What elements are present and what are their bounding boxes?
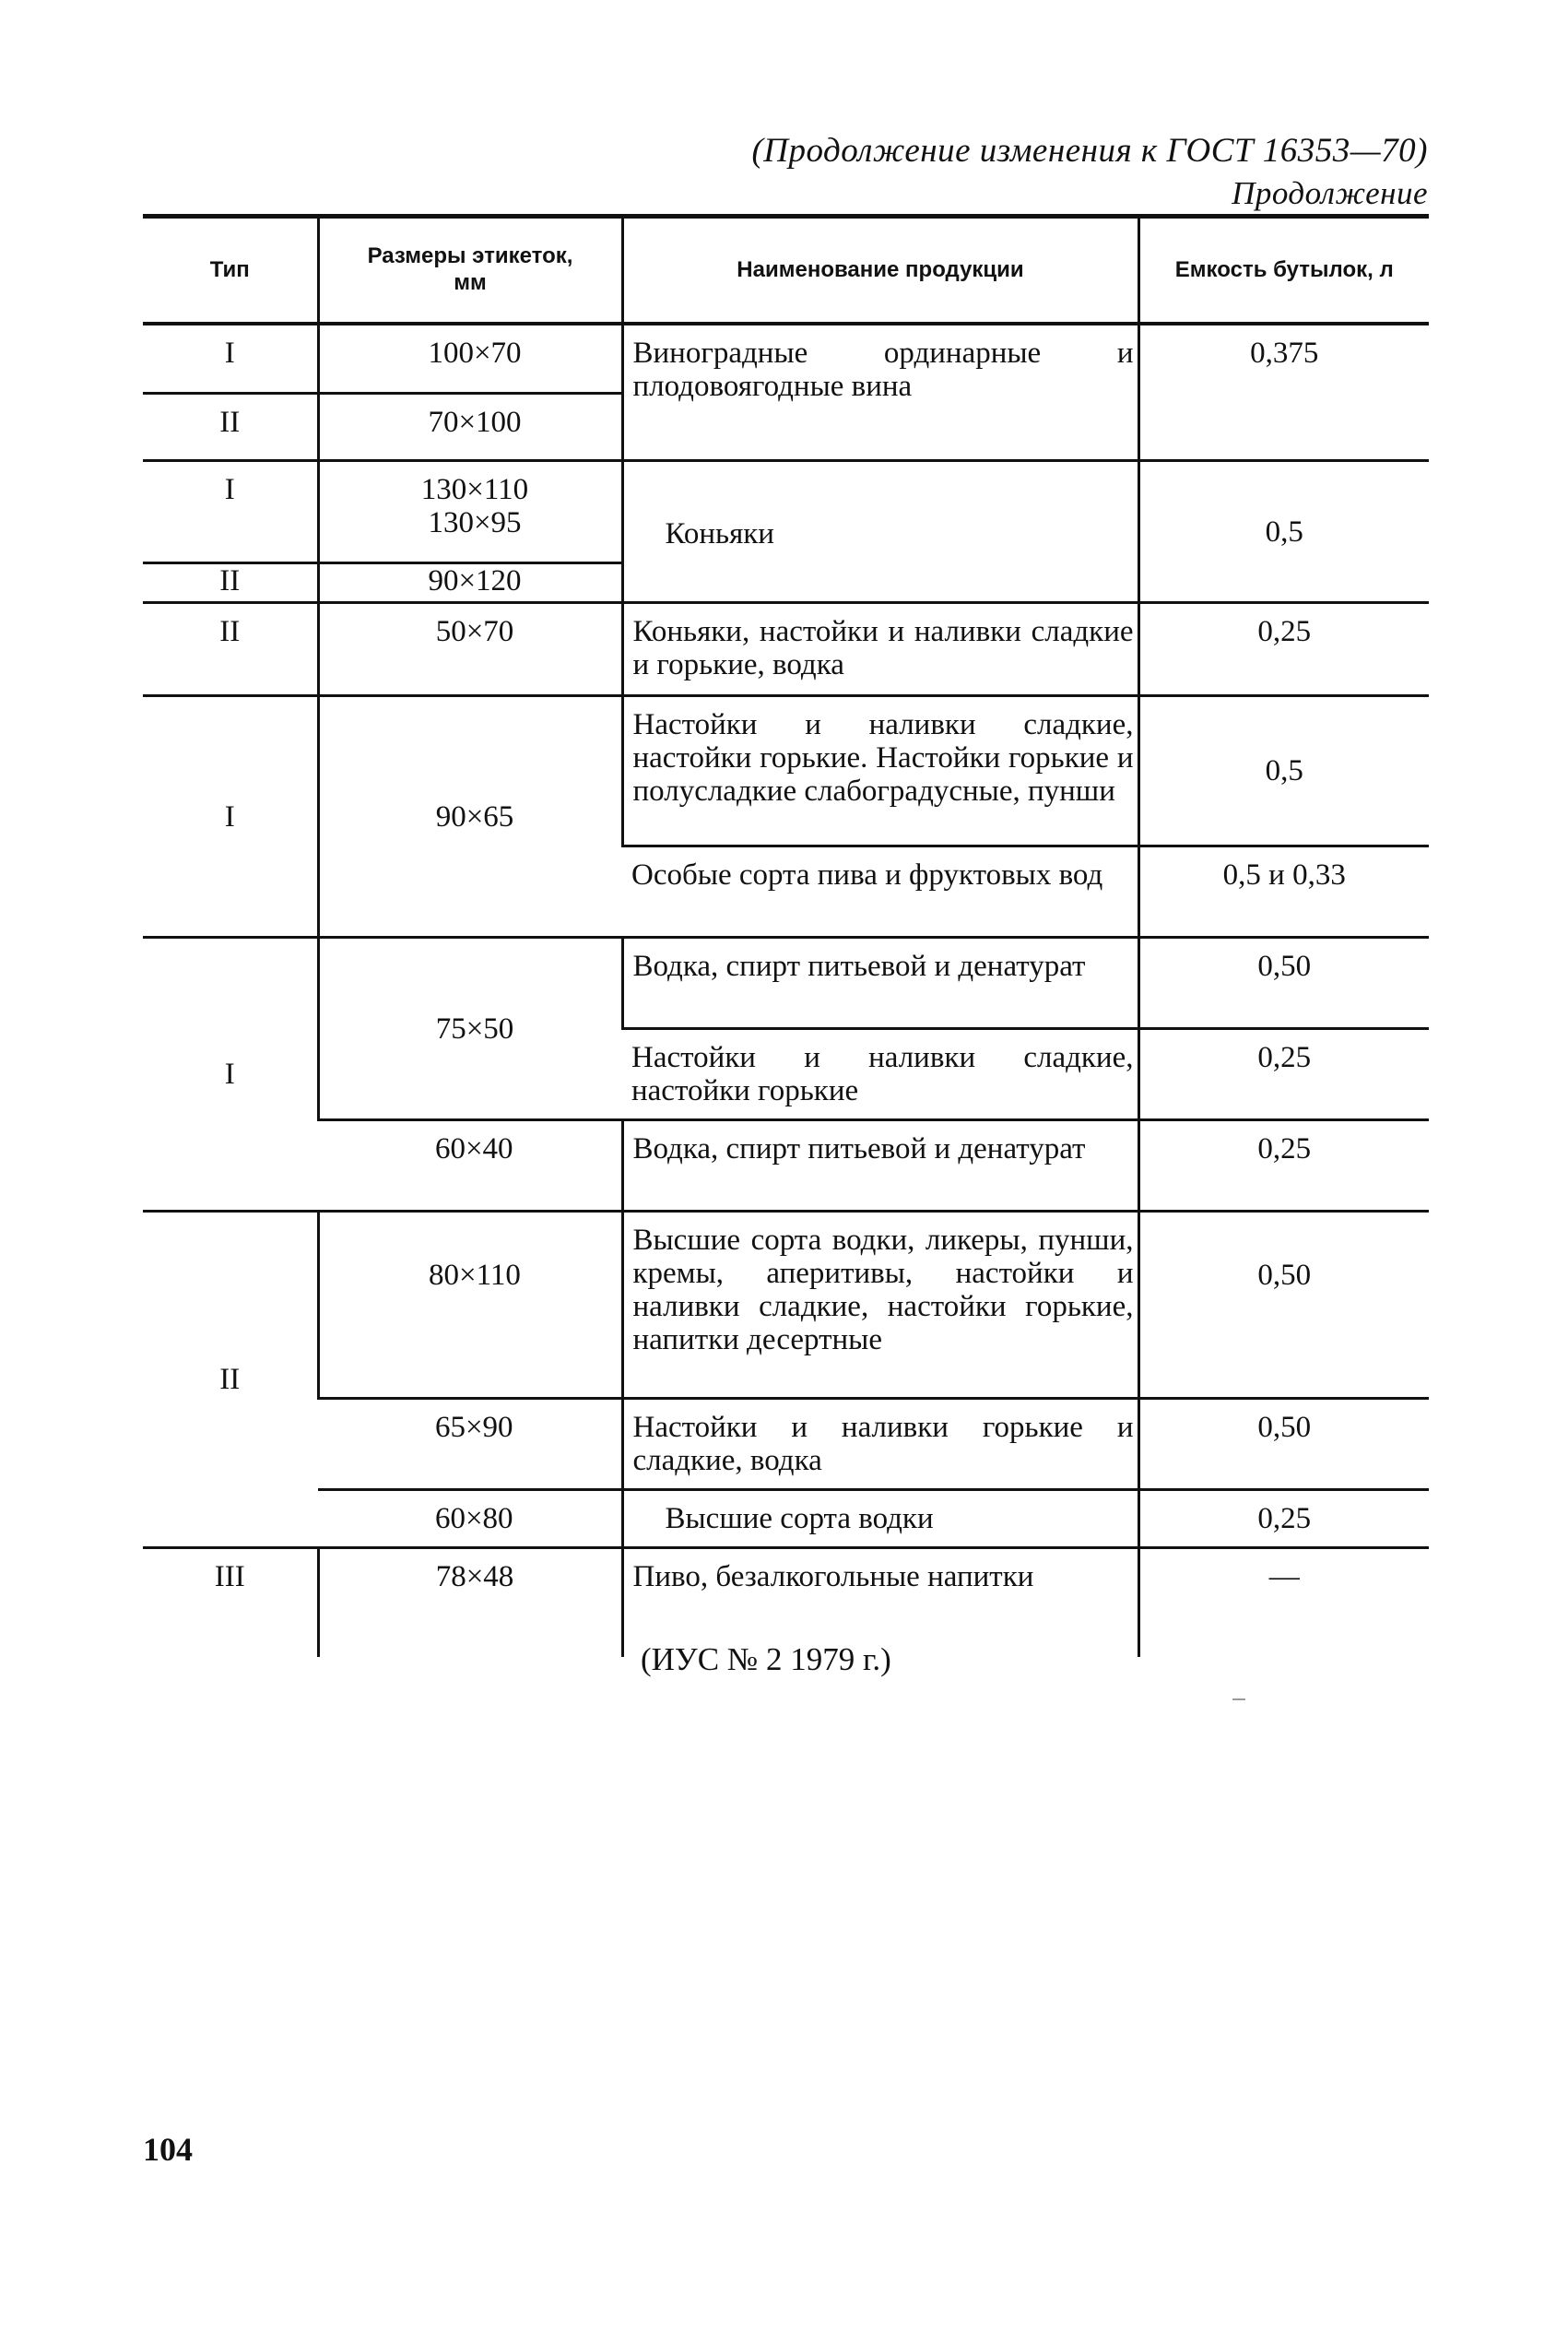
capacity-cell: — [1138, 1548, 1429, 1658]
capacity-cell: 0,25 [1138, 1490, 1429, 1548]
table-row [143, 324, 1429, 394]
size-cell: 130×110 130×95 [318, 461, 622, 563]
size-cell: 60×40 [318, 1120, 622, 1212]
scan-artifact [1232, 1698, 1245, 1700]
label-sizes-table [143, 214, 1429, 1657]
capacity-cell: 0,5 и 0,33 [1138, 846, 1429, 938]
type-cell: I [143, 324, 318, 394]
product-name-cell: Особые сорта пива и фруктовых вод [622, 846, 1138, 938]
capacity-cell: 0,50 [1138, 1399, 1429, 1490]
type-cell: III [214, 1560, 245, 1593]
type-cell: II [143, 563, 318, 603]
product-name-cell: Коньяки, настойки и наливки сладкие и горькие, водка [622, 603, 1138, 696]
column-header-product-name: Наименование продукции [622, 217, 1138, 325]
size-cell: 100×70 [318, 324, 622, 394]
size-cell: 70×100 [318, 394, 622, 461]
capacity-cell: 0,25 [1138, 603, 1429, 696]
type-cell: I [143, 696, 318, 938]
product-name-cell: Высшие сорта водки [622, 1490, 1138, 1548]
table-continuation-label: Продолжение [1232, 175, 1428, 211]
capacity-cell: 0,5 [1138, 696, 1429, 846]
type-cell: II [143, 394, 318, 461]
capacity-cell: 0,50 [1138, 938, 1429, 1029]
product-name-cell: Виноградные ординарные и плодовоягодные вина [622, 324, 1138, 461]
product-name-cell: Настойки и наливки сладкие, настойки горькие. Настойки горькие и полусладкие слабоградусные, пунши [622, 696, 1138, 846]
type-cell: I [143, 938, 318, 1212]
type-cell: II [143, 1212, 318, 1548]
table-row [143, 938, 1429, 1029]
product-name-cell: Коньяки [622, 461, 1138, 603]
capacity-cell: 0,25 [1138, 1120, 1429, 1212]
size-cell: 50×70 [318, 603, 622, 696]
amendment-source-note: (ИУС № 2 1979 г.) [641, 1641, 891, 1677]
product-name-cell: Настойки и наливки горькие и сладкие, водка [622, 1399, 1138, 1490]
table-row [143, 1120, 1429, 1212]
type-cell: I [143, 461, 318, 563]
capacity-cell: 0,5 [1138, 461, 1429, 603]
size-cell: 78×48 [318, 1548, 622, 1658]
product-name-cell: Настойки и наливки сладкие, настойки горькие [622, 1029, 1138, 1120]
product-name-cell: Водка, спирт питьевой и денатурат [622, 938, 1138, 1029]
size-cell: 75×50 [318, 938, 622, 1120]
product-name-cell: Пиво, безалкогольные напитки [622, 1548, 1138, 1658]
product-name-cell: Водка, спирт питьевой и денатурат [622, 1120, 1138, 1212]
table-row [143, 696, 1429, 846]
column-header-label-size: Размеры этикеток, мм [318, 217, 622, 325]
table-header-row [143, 217, 1429, 325]
size-cell: 90×65 [318, 696, 622, 938]
product-name-cell: Высшие сорта водки, ликеры, пунши, кремы, аперитивы, настойки и наливки сладкие, настойки горькие, напитки десертные [622, 1212, 1138, 1399]
size-cell: 65×90 [318, 1399, 622, 1490]
type-cell: II [143, 603, 318, 696]
capacity-cell: 0,25 [1138, 1029, 1429, 1120]
table-row [143, 603, 1429, 696]
capacity-cell: 0,375 [1138, 324, 1429, 461]
document-continuation-title: (Продолжение изменения к ГОСТ 16353—70) [751, 132, 1428, 170]
table-row [143, 461, 1429, 563]
column-header-type: Тип [143, 217, 318, 325]
table-row [143, 1490, 1429, 1548]
size-cell: 60×80 [318, 1490, 622, 1548]
table-row [143, 1399, 1429, 1490]
capacity-cell: 0,50 [1138, 1212, 1429, 1399]
page-number: 104 [143, 2131, 193, 2168]
column-header-bottle-capacity: Емкость бутылок, л [1138, 217, 1429, 325]
size-cell: 80×110 [318, 1212, 622, 1399]
size-cell: 90×120 [318, 563, 622, 603]
table-row [143, 1212, 1429, 1399]
